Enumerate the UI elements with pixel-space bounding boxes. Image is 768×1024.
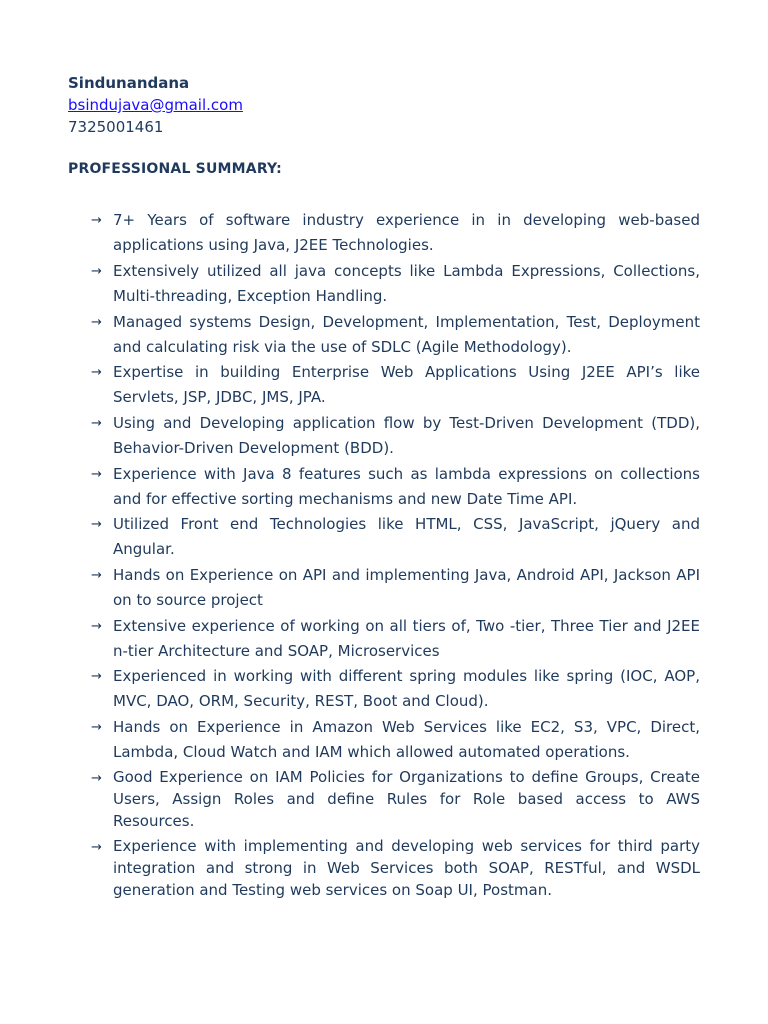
list-item-text: Hands on Experience in Amazon Web Services like EC2, S3, VPC, Direct, Lambda, Cloud Watch and IAM which allowed automated operations. bbox=[113, 718, 700, 761]
section-title-professional-summary: PROFESSIONAL SUMMARY: bbox=[68, 161, 282, 177]
right-arrow-icon: → bbox=[91, 771, 102, 786]
right-arrow-icon: → bbox=[91, 517, 102, 532]
list-item-text: Extensive experience of working on all tiers of, Two -tier, Three Tier and J2EE n-tier Architecture and SOAP, Microservices bbox=[113, 617, 700, 660]
list-item-text: Extensively utilized all java concepts like Lambda Expressions, Collections, Multi-threading, Exception Handling. bbox=[113, 262, 700, 305]
right-arrow-icon: → bbox=[91, 213, 102, 228]
right-arrow-icon: → bbox=[91, 467, 102, 482]
right-arrow-icon: → bbox=[91, 720, 102, 735]
list-item-text: Experience with Java 8 features such as lambda expressions on collections and for effective sorting mechanisms and new Date Time API. bbox=[113, 465, 700, 508]
phone-number: 7325001461 bbox=[68, 118, 164, 136]
right-arrow-icon: → bbox=[91, 568, 102, 583]
list-item-text: Experience with implementing and developing web services for third party integration and strong in Web Services both SOAP, RESTful, and WSDL generation and Testing web services on Soap UI, Postman. bbox=[113, 837, 700, 899]
list-item-text: Managed systems Design, Development, Implementation, Test, Deployment and calculating risk via the use of SDLC (Agile Methodology). bbox=[113, 313, 700, 356]
list-item-text: Hands on Experience on API and implementing Java, Android API, Jackson API on to source project bbox=[113, 566, 700, 609]
email-link[interactable]: bsindujava@gmail.com bbox=[68, 96, 243, 114]
list-item-text: Utilized Front end Technologies like HTML, CSS, JavaScript, jQuery and Angular. bbox=[113, 515, 700, 558]
list-item-text: 7+ Years of software industry experience in in developing web-based applications using Java, J2EE Technologies. bbox=[113, 211, 700, 254]
list-item-text: Expertise in building Enterprise Web Applications Using J2EE API’s like Servlets, JSP, JDBC, JMS, JPA. bbox=[113, 363, 700, 406]
list-item-text: Experienced in working with different spring modules like spring (IOC, AOP, MVC, DAO, ORM, Security, REST, Boot and Cloud). bbox=[113, 667, 700, 710]
right-arrow-icon: → bbox=[91, 416, 102, 431]
list-item-text: Using and Developing application flow by Test-Driven Development (TDD), Behavior-Driven Development (BDD). bbox=[113, 414, 700, 457]
right-arrow-icon: → bbox=[91, 840, 102, 855]
right-arrow-icon: → bbox=[91, 264, 102, 279]
right-arrow-icon: → bbox=[91, 315, 102, 330]
candidate-name: Sindunandana bbox=[68, 74, 190, 92]
right-arrow-icon: → bbox=[91, 619, 102, 634]
right-arrow-icon: → bbox=[91, 365, 102, 380]
list-item-text: Good Experience on IAM Policies for Organizations to define Groups, Create Users, Assign Roles and define Rules for Role based access to AWS Resources. bbox=[113, 768, 700, 830]
right-arrow-icon: → bbox=[91, 669, 102, 684]
